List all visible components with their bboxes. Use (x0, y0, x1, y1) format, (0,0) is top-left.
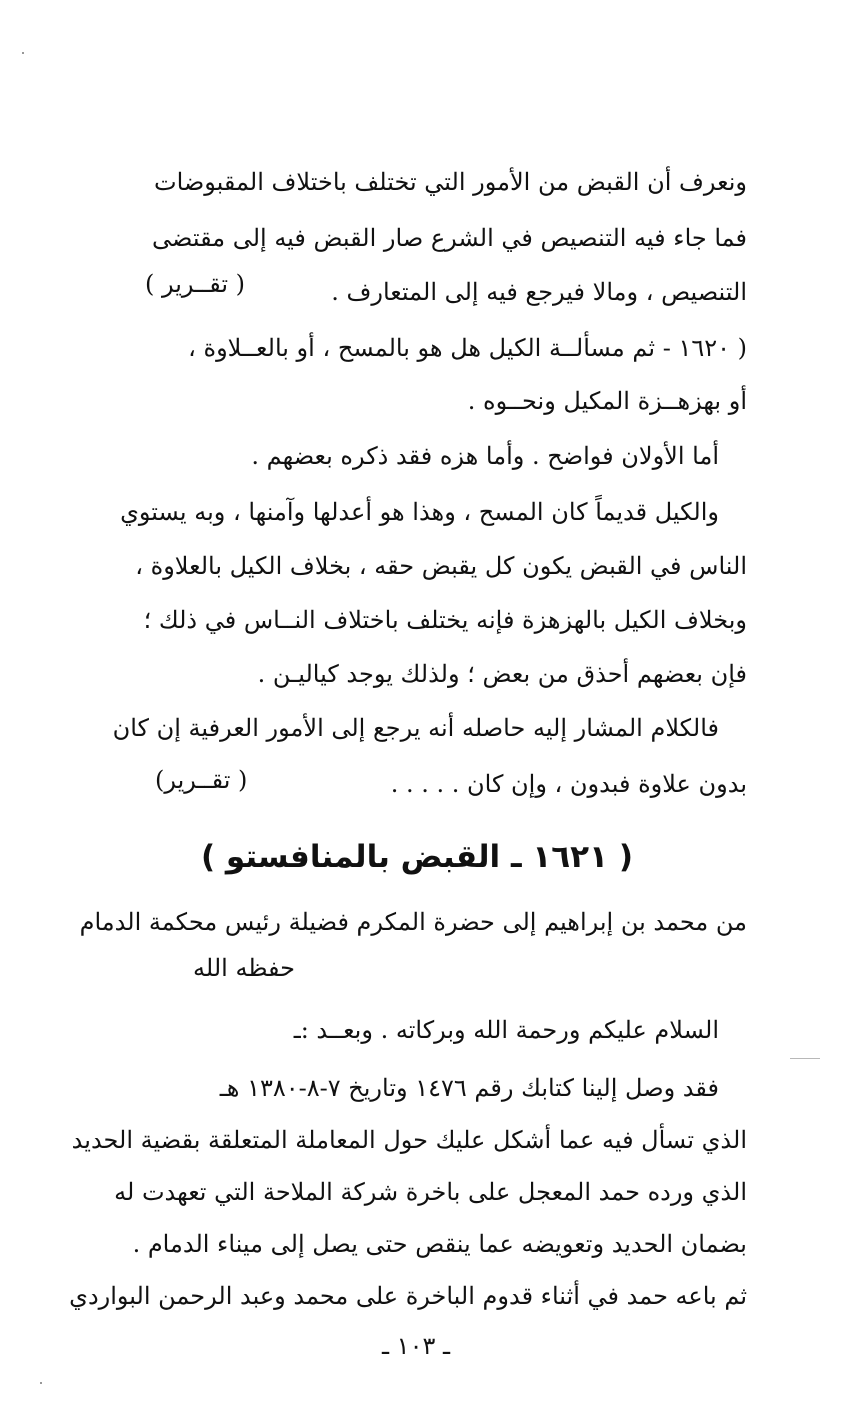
text-line: الناس في القبض يكون كل يقبض حقه ، بخلاف الكيل بالعلاوة ، (135, 552, 747, 580)
page-number: ـ ١٠٣ ـ (382, 1332, 451, 1360)
text-line: التنصيص ، ومالا فيرجع فيه إلى المتعارف . (331, 278, 747, 306)
text-line: ( ١٦٢٠ - ثم مسألــة الكيل هل هو بالمسح ، أو بالعــلاوة ، (188, 334, 747, 362)
letter-line: حفظه الله (193, 954, 295, 982)
text-line: فالكلام المشار إليه حاصله أنه يرجع إلى الأمور العرفية إن كان (112, 714, 719, 742)
section-heading: ( ١٦٢١ ـ القبض بالمنافستو ) (200, 839, 633, 875)
letter-line: السلام عليكم ورحمة الله وبركاته . وبعــد :ـ (293, 1016, 719, 1044)
letter-line: بضمان الحديد وتعويضه عما ينقص حتى يصل إلى ميناء الدمام . (132, 1230, 747, 1258)
letter-line: ثم باعه حمد في أثناء قدوم الباخرة على محمد وعبد الرحمن البواردي (69, 1282, 747, 1310)
margin-mark (790, 1058, 820, 1059)
text-line: والكيل قديماً كان المسح ، وهذا هو أعدلها وآمنها ، وبه يستوي (120, 498, 719, 526)
scan-speck (40, 1382, 42, 1384)
letter-line: فقد وصل إلينا كتابك رقم ١٤٧٦ وتاريخ ٧-٨-١٣٨٠ هـ (219, 1074, 719, 1102)
text-line: فإن بعضهم أحذق من بعض ؛ ولذلك يوجد كياليـن . (257, 660, 747, 688)
taqrir-label: ( تقــرير) (155, 766, 248, 794)
letter-line: الذي ورده حمد المعجل على باخرة شركة الملاحة التي تعهدت له (114, 1178, 747, 1206)
scan-speck (22, 52, 24, 54)
taqrir-label: ( تقــرير ) (145, 270, 246, 298)
text-line: فما جاء فيه التنصيص في الشرع صار القبض فيه إلى مقتضى (152, 224, 747, 252)
text-line: بدون علاوة فبدون ، وإن كان . . . . . (390, 770, 747, 798)
text-line: أو بهزهــزة المكيل ونحــوه . (467, 387, 747, 415)
letter-line: الذي تسأل فيه عما أشكل عليك حول المعاملة المتعلقة بقضية الحديد (71, 1126, 747, 1154)
letter-line: من محمد بن إبراهيم إلى حضرة المكرم فضيلة رئيس محكمة الدمام (79, 908, 747, 936)
text-line: أما الأولان فواضح . وأما هزه فقد ذكره بعضهم . (251, 442, 719, 470)
text-line: وبخلاف الكيل بالهزهزة فإنه يختلف باختلاف النــاس في ذلك ؛ (143, 606, 747, 634)
text-line: ونعرف أن القبض من الأمور التي تختلف باختلاف المقبوضات (153, 168, 747, 196)
